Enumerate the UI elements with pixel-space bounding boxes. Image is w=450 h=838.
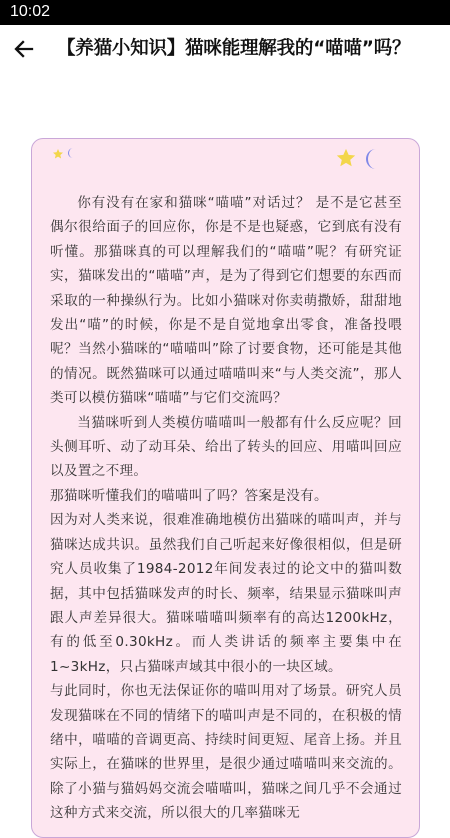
article-paragraph: 因为对人类来说，很难准确地模仿出猫咪的喵叫声，并与猫咪达成共识。虽然我们自己听起来好像很相似，但是研究人员收集了1984-2012年间发表过的论文中的猫叫数据，其中包括猫咪发声的时长、频率，结果显示猫咪叫声跟人声差异很大。猫咪喵喵叫频率有的高达1200kHz，有的低至0.30kHz。而人类讲话的频率主要集中在1~3kHz，只占猫咪声域其中很小的一块区域。 (50, 512, 402, 675)
arrow-left-icon (12, 37, 36, 61)
status-bar (0, 0, 450, 25)
crescent-moon-icon (66, 147, 76, 159)
page-title: 【养猫小知识】猫咪能理解我的“喵喵”吗？ (57, 38, 411, 59)
back-button[interactable] (8, 33, 40, 65)
article-paragraph: 当猫咪听到人类模仿喵喵叫一般都有什么反应呢？回头侧耳听、动了动耳朵、给出了转头的回应、用喵叫回应以及置之不理。 (50, 414, 402, 480)
app-bar (0, 25, 450, 75)
article-body (50, 191, 402, 826)
status-time: 10:02 (10, 3, 51, 20)
article-paragraph: 你有没有在家和猫咪“喵喵”对话过？ 是不是它甚至偶尔很给面子的回应你，你是不是也疑惑，它到底有没有听懂。那猫咪真的可以理解我们的“喵喵”呢？有研究证实，猫咪发出的“喵喵”声，是为了得到它们想要的东西而采取的一种操纵行为。比如小猫咪对你卖萌撒娇，甜甜地发出“喵”的时候，你是不是自觉地拿出零食，准备投喂呢？当然小猫咪的“喵喵叫”除了讨要食物，还可能是其他的情况。既然猫咪可以通过喵喵叫来“与人类交流”，那人类可以模仿猫咪“喵喵”与它们交流吗？ (50, 195, 402, 407)
star-icon (52, 148, 64, 160)
star-icon (335, 147, 357, 169)
crescent-moon-icon (362, 147, 382, 171)
article-paragraph: 那猫咪听懂我们的喵喵叫了吗？答案是没有。 (50, 487, 328, 504)
article-paragraph: 与此同时，你也无法保证你的喵叫用对了场景。研究人员发现猫咪在不同的情绪下的喵叫声是不同的，在积极的情绪中，喵喵的音调更高、持续时间更短、尾音上扬。并且实际上，在猫咪的世界里，是很少通过喵喵叫来交流的。除了小猫与猫妈妈交流会喵喵叫，猫咪之间几乎不会通过这种方式来交流，所以很大的几率猫咪无 (50, 683, 402, 822)
article-card (31, 138, 420, 838)
